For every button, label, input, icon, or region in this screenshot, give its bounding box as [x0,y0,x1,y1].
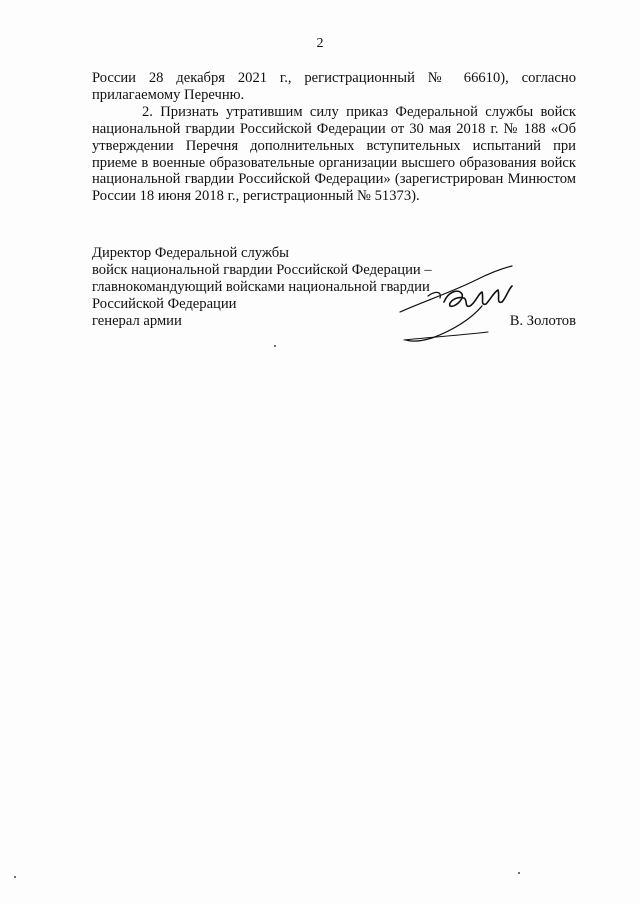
handwritten-signature [392,262,532,344]
signatory-title-line-4: Российской Федерации [92,295,237,312]
paragraph-item-2: 2. Признать утратившим силу приказ Федеральной службы войск национальной гвардии Российской Федерации от 30 мая 2018 г. № 188 «Об утверждении Перечня дополнительных вступительных испытаний при приеме в военные образовательные организации высшего образования войск национальной гвардии Российской Федерации» (зарегистрирован Минюстом России 18 июня 2018 г., регистрационный № 51373). [92,103,576,205]
page-number: 2 [316,36,324,51]
signatory-name: В. Золотов [509,312,576,329]
signatory-title-line-1: Директор Федеральной службы [92,245,289,261]
signatory-title-line-3: главнокомандующий войсками национальной гвардии [92,278,430,295]
body-text [92,70,576,205]
signatory-title-line-2: войск национальной гвардии Российской Федерации – [92,261,432,278]
scan-speck [518,872,520,874]
signatory-rank: генерал армии [92,312,182,329]
scan-speck [14,876,16,878]
paragraph-continuation: России 28 декабря 2021 г., регистрационный № 66610), согласно прилагаемому Перечню. [92,70,576,103]
scan-speck [274,345,276,347]
